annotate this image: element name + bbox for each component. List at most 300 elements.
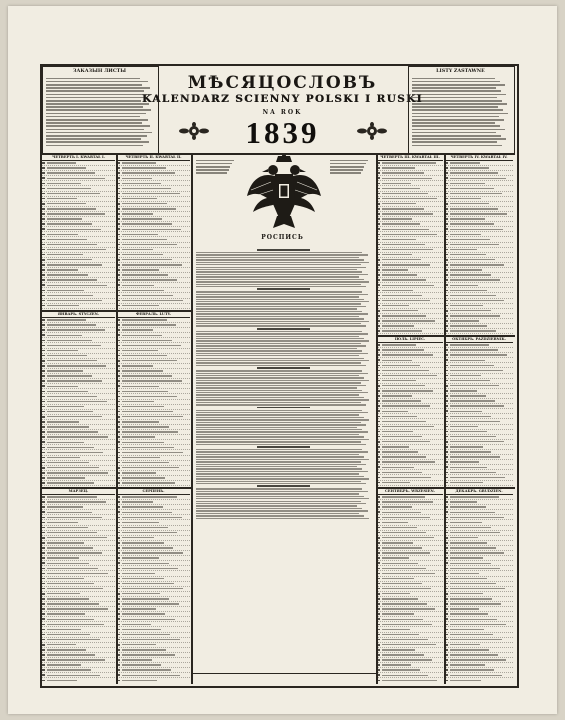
day-row-mark	[42, 447, 45, 449]
fine-print-line	[46, 129, 144, 131]
day-row-text	[47, 411, 93, 412]
day-row-text	[382, 603, 427, 604]
right-panel-heading: LISTY ZASTAWNE	[436, 68, 485, 74]
fine-print-line	[46, 141, 149, 143]
day-row-text	[122, 477, 165, 478]
day-row-text	[47, 249, 106, 250]
fine-print-line	[46, 119, 148, 121]
left-panel-text	[46, 76, 153, 150]
month-header: МАРЗЕЦ.	[42, 488, 115, 495]
day-row-text	[47, 472, 108, 473]
day-row-text	[382, 649, 415, 650]
day-row-mark	[42, 522, 45, 524]
fine-print-line	[196, 456, 364, 457]
fine-print-line	[196, 362, 361, 363]
day-row-text	[450, 208, 498, 209]
fine-print-line	[196, 338, 364, 339]
day-row-text	[122, 462, 169, 463]
fine-print-line	[196, 348, 357, 349]
day-row-text	[450, 542, 487, 543]
day-row-text	[450, 578, 487, 579]
day-row-text	[122, 254, 163, 255]
day-row-text	[122, 588, 183, 589]
fine-print-line	[196, 355, 359, 356]
day-row-text	[47, 634, 90, 635]
day-row-text	[450, 370, 503, 371]
fine-print-line	[196, 392, 368, 393]
day-row-mark	[42, 223, 45, 225]
day-row-text	[382, 290, 413, 291]
day-row-text	[122, 300, 183, 301]
quarter-header: ЧЕТВЕРТЬ II. KWARTAŁ II.	[117, 154, 190, 161]
day-row-text	[450, 274, 491, 275]
fine-print-line	[46, 87, 150, 89]
day-row-text	[450, 431, 487, 432]
day-row-text	[122, 629, 161, 630]
day-row-mark	[42, 573, 45, 575]
fine-print-line	[196, 321, 369, 322]
day-row-text	[450, 310, 491, 311]
day-row-text	[122, 442, 164, 443]
day-row-text	[122, 603, 179, 604]
fine-print-line	[196, 257, 359, 258]
row-rule	[42, 487, 192, 489]
day-row-text	[122, 552, 183, 553]
day-row-text	[450, 537, 478, 538]
day-row-mark	[42, 562, 45, 564]
fine-print-line	[257, 328, 310, 330]
day-row-text	[47, 208, 96, 209]
day-row-mark	[42, 365, 45, 367]
day-row-text	[47, 654, 95, 655]
fine-print-line	[196, 276, 359, 277]
day-row-text	[47, 324, 96, 325]
day-row-mark	[42, 319, 45, 321]
day-row-text	[122, 396, 177, 397]
fine-print-line	[196, 316, 359, 317]
day-row-text	[122, 542, 164, 543]
day-row-text	[47, 193, 100, 194]
fine-print-line	[196, 510, 368, 511]
day-lines	[377, 495, 443, 682]
day-row-text	[382, 349, 424, 350]
quarter-header: ЧЕТВЕРТЬ IV. KWARTAŁ IV.	[445, 154, 513, 161]
day-row-text	[47, 218, 82, 219]
day-row-text	[47, 426, 89, 427]
day-row-text	[122, 416, 183, 417]
day-row-mark	[42, 639, 45, 641]
day-row-text	[382, 203, 416, 204]
day-row-mark	[42, 172, 45, 174]
day-row-text	[450, 279, 500, 280]
day-row-text	[122, 213, 153, 214]
day-row-text	[47, 578, 84, 579]
fine-print-line	[257, 288, 310, 290]
fine-print-line	[196, 267, 366, 268]
day-row-text	[122, 234, 158, 235]
day-row-text	[382, 411, 408, 412]
day-row-text	[450, 552, 504, 553]
day-row-text	[450, 506, 486, 507]
day-row-mark	[42, 659, 45, 661]
day-row-mark	[42, 269, 45, 271]
day-row-text	[122, 634, 170, 635]
day-row-mark	[42, 396, 45, 398]
fine-print-line	[196, 291, 362, 292]
day-row-text	[122, 295, 173, 296]
day-row-mark	[42, 416, 45, 418]
fine-print-line	[196, 259, 364, 260]
day-row-text	[450, 300, 504, 301]
day-row-mark	[42, 496, 45, 498]
day-row-text	[450, 183, 485, 184]
day-row-text	[47, 664, 81, 665]
month-header: СЕНТЯБРЬ. WRZESIEŃ.	[377, 488, 443, 495]
fine-print-line	[196, 476, 364, 477]
day-row-mark	[42, 578, 45, 580]
day-row-text	[450, 344, 489, 345]
day-row-text	[122, 178, 152, 179]
day-row-mark	[42, 324, 45, 326]
day-row-text	[450, 395, 486, 396]
title-polish: KALENDARZ SCIENNY POLSKI I RUSKI	[142, 93, 423, 105]
day-row-mark	[42, 167, 45, 169]
fine-print-line	[412, 141, 497, 143]
day-row-text	[122, 274, 168, 275]
fine-print-line	[196, 382, 361, 383]
day-row-text	[450, 501, 477, 502]
day-row-text	[47, 436, 108, 437]
day-row-text	[382, 512, 421, 513]
day-row-text	[47, 613, 85, 614]
day-row-text	[382, 446, 409, 447]
title-year: 1839	[245, 115, 320, 150]
day-row-text	[47, 254, 83, 255]
day-row-text	[450, 573, 479, 574]
day-row-text	[382, 456, 426, 457]
day-row-text	[382, 234, 437, 235]
day-row-text	[450, 349, 498, 350]
fine-print-line	[196, 394, 359, 395]
fine-print-line	[196, 343, 361, 344]
day-row-text	[47, 644, 76, 645]
fine-print-line	[196, 172, 227, 174]
day-row-mark	[42, 391, 45, 393]
day-row-mark	[42, 588, 45, 590]
day-row-text	[450, 467, 487, 468]
day-row-text	[450, 456, 500, 457]
day-row-mark	[42, 613, 45, 615]
day-row-mark	[42, 188, 45, 190]
day-row-mark	[42, 274, 45, 276]
day-row-text	[382, 198, 437, 199]
day-row-text	[450, 290, 487, 291]
day-row-mark	[42, 583, 45, 585]
day-row-text	[450, 239, 490, 240]
day-row-text	[382, 426, 434, 427]
day-row-text	[450, 193, 502, 194]
day-row-text	[47, 329, 105, 330]
day-row-mark	[42, 162, 45, 164]
day-row-text	[47, 396, 97, 397]
fine-print-line	[412, 119, 504, 121]
day-row-mark	[42, 618, 45, 620]
day-row-mark	[42, 290, 45, 292]
day-row-mark	[42, 603, 45, 605]
day-row-text	[382, 578, 414, 579]
fine-print-line	[330, 160, 368, 162]
day-row-text	[382, 573, 435, 574]
day-lines	[445, 161, 513, 334]
fine-print-line	[257, 446, 310, 448]
day-row-text	[122, 285, 154, 286]
day-row-mark	[42, 198, 45, 200]
day-row-text	[382, 563, 418, 564]
day-row-text	[47, 375, 92, 376]
day-row-mark	[42, 557, 45, 559]
day-row-text	[450, 446, 483, 447]
day-row-text	[450, 563, 491, 564]
fine-print-line	[257, 367, 310, 369]
day-row-text	[47, 675, 100, 676]
day-row-mark	[42, 511, 45, 513]
day-row-mark	[42, 411, 45, 413]
day-row-text	[450, 603, 501, 604]
day-row-text	[382, 218, 412, 219]
day-row-text	[122, 269, 159, 270]
day-row-text	[47, 274, 88, 275]
calendar-column-q1a	[42, 154, 115, 309]
day-lines	[445, 495, 513, 682]
fine-print-line	[330, 172, 361, 174]
day-row-text	[450, 532, 500, 533]
day-row-text	[382, 254, 412, 255]
day-row-mark	[42, 669, 45, 671]
day-row-text	[47, 568, 98, 569]
day-row-text	[382, 527, 417, 528]
day-row-text	[382, 320, 435, 321]
day-row-text	[47, 290, 84, 291]
fine-print-line	[196, 402, 361, 403]
day-row-text	[450, 451, 491, 452]
day-row-mark	[42, 649, 45, 651]
day-row-text	[382, 285, 434, 286]
day-row-text	[450, 203, 489, 204]
calendar-column-q4c	[445, 488, 513, 682]
day-row-text	[122, 167, 166, 168]
fine-print-line	[196, 449, 362, 450]
day-row-text	[382, 461, 435, 462]
day-row-text	[122, 375, 172, 376]
fine-print-line	[196, 498, 369, 499]
day-row-mark	[42, 654, 45, 656]
fine-print-line	[196, 311, 362, 312]
day-row-text	[450, 477, 505, 478]
day-row-mark	[42, 421, 45, 423]
day-row-mark	[42, 380, 45, 382]
day-row-mark	[42, 542, 45, 544]
day-row-text	[450, 390, 477, 391]
fine-print-line	[196, 459, 369, 460]
day-row-mark	[42, 234, 45, 236]
fine-print-line	[46, 84, 142, 86]
day-row-text	[450, 400, 495, 401]
calendar-column-q1d	[117, 311, 190, 486]
fine-print-line	[196, 424, 366, 425]
day-row-text	[450, 405, 504, 406]
day-row-text	[122, 340, 172, 341]
day-row-text	[122, 386, 159, 387]
day-row-text	[450, 325, 487, 326]
fine-print-line	[196, 345, 366, 346]
day-row-text	[382, 274, 417, 275]
day-row-text	[382, 360, 412, 361]
fine-print-line	[196, 390, 362, 391]
fine-print-line	[196, 515, 364, 516]
day-row-text	[122, 624, 151, 625]
day-row-text	[122, 335, 162, 336]
fine-print-line	[196, 427, 357, 428]
fine-print-line	[412, 145, 502, 147]
day-row-text	[382, 547, 422, 548]
fine-print-line	[196, 397, 364, 398]
day-row-text	[382, 344, 416, 345]
day-row-text	[382, 588, 431, 589]
day-row-text	[382, 365, 420, 366]
day-row-text	[382, 315, 426, 316]
day-row-text	[47, 360, 97, 361]
fine-print-line	[196, 473, 359, 474]
day-row-mark	[42, 401, 45, 403]
day-row-text	[450, 583, 496, 584]
day-row-text	[382, 188, 420, 189]
day-row-text	[450, 218, 485, 219]
fine-print-line	[196, 414, 359, 415]
day-row-text	[450, 223, 494, 224]
day-row-mark	[42, 532, 45, 534]
day-row-mark	[42, 329, 45, 331]
day-row-mark	[42, 644, 45, 646]
fine-print-line	[46, 109, 151, 111]
fine-print-line	[196, 284, 361, 285]
day-row-text	[382, 441, 430, 442]
day-row-text	[122, 305, 159, 306]
fine-print-line	[196, 336, 359, 337]
day-row-text	[47, 629, 81, 630]
fine-print-line	[196, 303, 361, 304]
day-row-text	[122, 557, 159, 558]
month-header: ОКТЯБРЬ. PAŹDZIERNIK.	[445, 336, 513, 343]
fine-print-line	[196, 350, 362, 351]
day-row-text	[122, 680, 157, 681]
day-row-text	[47, 300, 102, 301]
fine-print-line	[196, 468, 362, 469]
day-row-text	[122, 239, 167, 240]
day-row-text	[47, 416, 102, 417]
fine-print-line	[196, 451, 368, 452]
day-row-text	[450, 416, 491, 417]
day-row-text	[450, 461, 479, 462]
day-row-text	[122, 654, 175, 655]
day-row-text	[382, 552, 430, 553]
day-row-text	[382, 669, 420, 670]
day-row-text	[382, 506, 412, 507]
day-row-text	[382, 472, 422, 473]
day-row-text	[450, 421, 500, 422]
day-row-text	[122, 675, 180, 676]
day-row-text	[47, 517, 102, 518]
day-row-text	[47, 501, 106, 502]
day-row-text	[122, 501, 153, 502]
day-row-text	[122, 598, 169, 599]
day-row-text	[450, 512, 495, 513]
day-row-text	[450, 644, 480, 645]
day-row-text	[450, 482, 483, 483]
fine-print-line	[412, 135, 501, 137]
center-note-right	[330, 158, 372, 178]
day-row-text	[382, 608, 435, 609]
day-row-mark	[42, 203, 45, 205]
day-row-text	[122, 411, 173, 412]
fine-print-line	[196, 301, 369, 302]
rospis-heading: РОСПИСЬ	[261, 234, 304, 241]
fine-print-line	[196, 262, 369, 263]
day-row-text	[450, 305, 483, 306]
day-row-text	[450, 634, 493, 635]
calendar-column-q4a	[445, 154, 513, 334]
day-row-text	[382, 482, 410, 483]
column-rule	[376, 154, 378, 684]
day-row-text	[47, 506, 83, 507]
fine-print-line	[412, 106, 498, 108]
day-lines	[377, 161, 443, 334]
day-row-text	[450, 365, 494, 366]
day-row-mark	[42, 264, 45, 266]
day-row-text	[47, 542, 84, 543]
fine-print-line	[196, 375, 359, 376]
day-row-text	[122, 644, 156, 645]
calendar-column-q1b	[117, 154, 190, 309]
day-row-mark	[42, 537, 45, 539]
calendar-column-q1f	[117, 488, 190, 682]
day-row-text	[450, 229, 503, 230]
fine-print-line	[330, 166, 364, 168]
right-panel-text	[412, 76, 509, 150]
fine-print-line	[412, 125, 500, 127]
day-row-text	[382, 467, 414, 468]
ornament-right-icon	[356, 122, 388, 140]
fine-print-line	[196, 269, 357, 270]
fine-print-line	[46, 122, 142, 124]
column-rule	[116, 154, 118, 684]
day-row-text	[450, 320, 479, 321]
day-row-text	[450, 675, 502, 676]
title-russian: МѢСЯЦОСЛОВЪ	[187, 73, 378, 93]
day-row-text	[450, 527, 491, 528]
day-row-text	[450, 557, 483, 558]
fine-print-line	[196, 444, 366, 445]
day-row-text	[450, 624, 506, 625]
day-row-text	[382, 568, 426, 569]
day-row-text	[47, 234, 78, 235]
fine-print-line	[196, 254, 368, 255]
day-row-text	[382, 375, 437, 376]
fine-print-line	[196, 313, 368, 314]
day-row-text	[382, 675, 428, 676]
day-row-text	[47, 167, 86, 168]
day-row-text	[47, 457, 80, 458]
day-row-text	[450, 198, 481, 199]
